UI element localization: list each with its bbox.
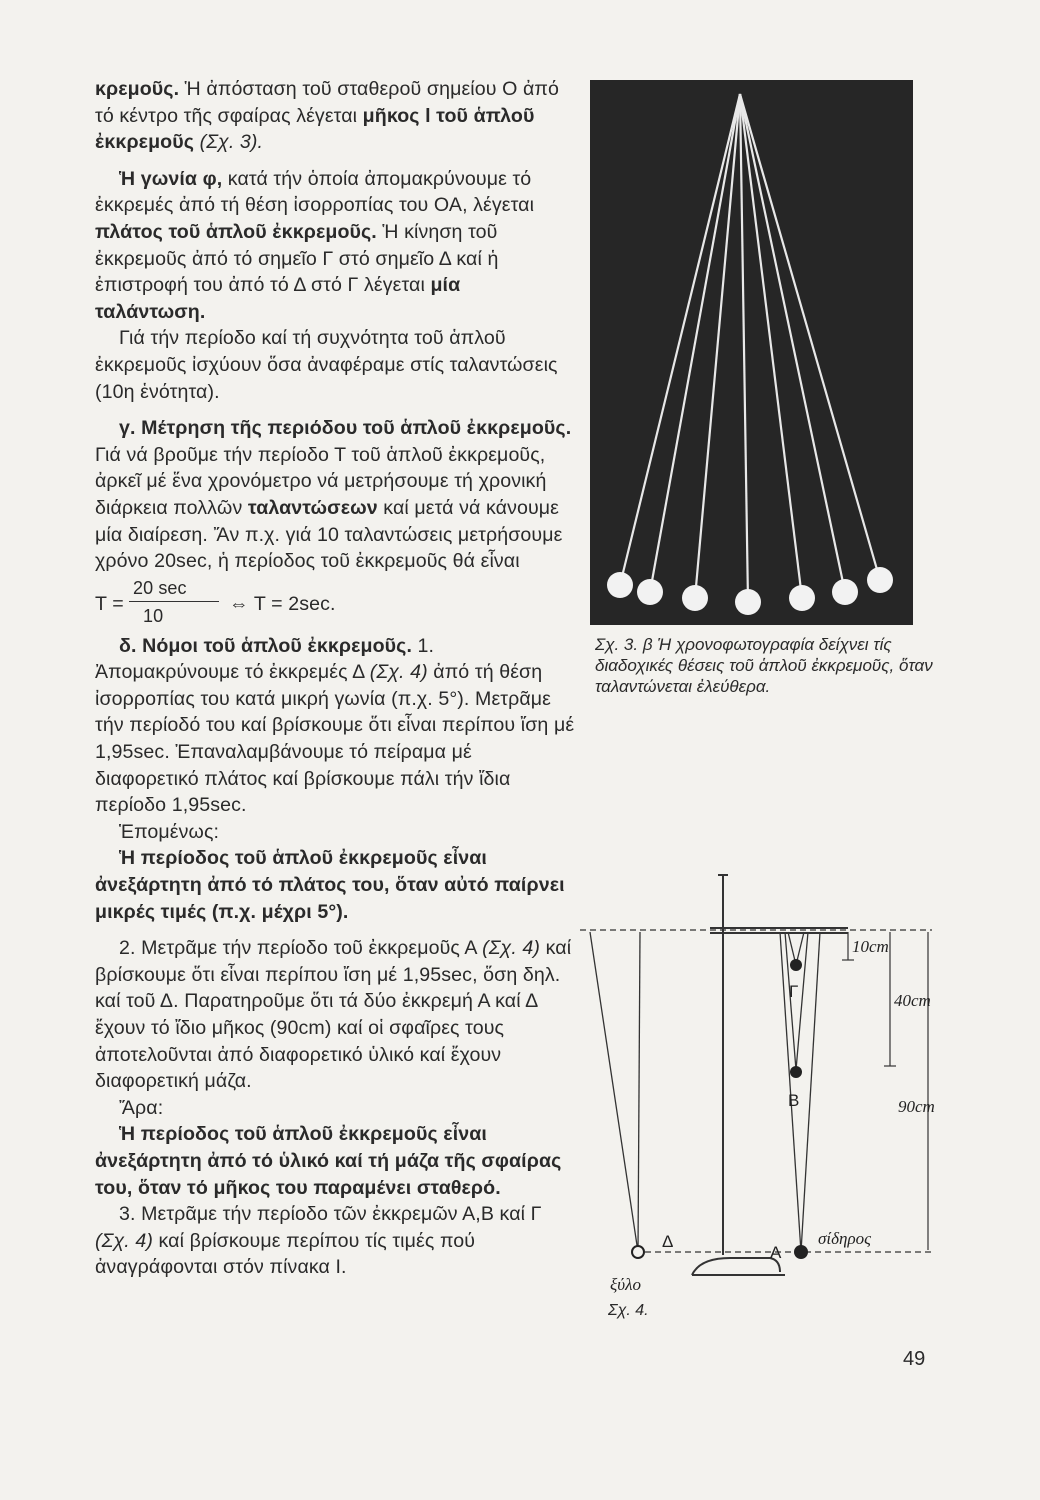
paragraph-5: δ. Νόμοι τοῦ ἁπλοῦ ἐκκρεμοῦς. 1. Ἀπομακρύνουμε τό ἐκκρεμές Δ (Σχ. 4) ἀπό τή θέση ἰσορροπίας του κατά μικρή γωνία (π.χ. 5°). Μετρᾶμε τήν περίοδό του καί βρίσκουμε ὅτι εἶναι περίπου ἴση μέ 1,95sec. Ἐπαναλαμβάνουμε τό πείραμα μέ διαφορετικό πλάτος καί βρίσκουμε πάλι τήν ἴδια περίοδο 1,95sec. xyxy=(95,634,575,817)
law-1: Ἡ περίοδος τοῦ ἁπλοῦ ἐκκρεμοῦς εἶναι ἀνεξάρτητη ἀπό τό πλάτος του, ὅταν αὐτό παίρνει μικρές τιμές (π.χ. μέχρι 5°). xyxy=(95,847,565,923)
stand-base xyxy=(692,1258,780,1275)
svg-text:10cm: 10cm xyxy=(852,937,889,956)
svg-text:Β: Β xyxy=(788,1091,800,1110)
bob-a-iron xyxy=(794,1245,808,1259)
svg-text:ξύλο: ξύλο xyxy=(610,1275,641,1294)
pendulum-stand-diagram xyxy=(580,860,940,1300)
fraction-line xyxy=(129,601,219,602)
svg-text:90cm: 90cm xyxy=(898,1097,935,1116)
page-number: 49 xyxy=(903,1348,926,1370)
pendulum-photo-graphic xyxy=(590,80,913,625)
pendulum-chronophotograph xyxy=(590,80,913,625)
law-2: Ἡ περίοδος τοῦ ἁπλοῦ ἐκκρεμοῦς εἶναι ἀνεξάρτητη ἀπό τό ὑλικό καί τή μάζα τῆς σφαίρας του, ὅταν τό μῆκος του παραμένει σταθερό. xyxy=(95,1123,562,1199)
paragraph-1: κρεμοῦς. Ἡ ἀπόσταση τοῦ σταθεροῦ σημείου Ο ἀπό τό κέντρο τῆς σφαίρας λέγεται μῆκος l τοῦ ἁπλοῦ ἐκκρεμοῦς (Σχ. 3). xyxy=(95,78,560,154)
paragraph-4: γ. Μέτρηση τῆς περιόδου τοῦ ἁπλοῦ ἐκκρεμοῦς. Γιά νά βροῦμε τήν περίοδο Τ τοῦ ἁπλοῦ ἐκκρεμοῦς, ἀρκεῖ μέ ἕνα χρονόμετρο νά μετρήσουμε τή χρονική διάρκεια πολλῶν ταλαντώσεων καί μετά νά κάνουμε μία διαίρεση. Ἄν π.χ. γιά 10 ταλαντώσεις μετρήσουμε χρόνο 20sec, ἡ περίοδος τοῦ ἐκκρεμοῦς θά εἶναι xyxy=(95,417,572,573)
main-text-column xyxy=(95,76,575,1281)
period-formula: T = 20 sec 10 ⇔ T = 2sec. xyxy=(95,577,336,626)
paragraph-6: 2. Μετρᾶμε τήν περίοδο τοῦ ἐκκρεμοῦς Α (Σχ. 4) καί βρίσκουμε ὅτι εἶναι περίπου ἴση μέ 1,95sec, ὅση δηλ. καί τοῦ Δ. Παρατηροῦμε ὅτι τά δύο ἐκκρεμή Α καί Δ ἔχουν τό ἴδιο μῆκος (90cm) καί οἱ σφαῖρες τους ἀποτελοῦνται ἀπό διαφορετικό ὑλικό καί ἔχουν διαφορετική μάζα. xyxy=(95,937,572,1093)
paragraph-2: Ἡ γωνία φ, κατά τήν ὁποία ἀπομακρύνουμε τό ἐκκρεμές ἀπό τή θέση ἰσορροπίας του ΟΑ, λέγεται πλάτος τοῦ ἁπλοῦ ἐκκρεμοῦς. Ἡ κίνηση τοῦ ἐκκρεμοῦς ἀπό τό σημεῖο Γ στό σημεῖο Δ καί ἡ ἐπιστροφή του ἀπό τό Δ στό Γ λέγεται μία ταλάντωση. xyxy=(95,167,535,323)
paragraph-7: 3. Μετρᾶμε τήν περίοδο τῶν ἐκκρεμῶν Α,Β καί Γ (Σχ. 4) καί βρίσκουμε περίπου τίς τιμές πού ἀναγράφονται στόν πίνακα Ι. xyxy=(95,1203,542,1279)
paragraph-5-conclusion: Ἑπομένως: xyxy=(119,820,220,843)
figure-3-caption: Σχ. 3. β Ἡ χρονοφωτογραφία δείχνει τίς διαδοχικές θέσεις τοῦ ἁπλοῦ ἐκκρεμοῦς, ὅταν ταλαντώνεται ἐλεύθερα. xyxy=(595,635,933,696)
svg-text:Γ: Γ xyxy=(789,982,799,1001)
svg-text:Δ: Δ xyxy=(662,1232,674,1251)
bob-g xyxy=(790,959,802,971)
figure-4-label: Σχ. 4. xyxy=(608,1302,649,1319)
svg-text:σίδηρος: σίδηρος xyxy=(818,1229,872,1248)
svg-text:Α: Α xyxy=(770,1243,782,1262)
bob-d-wood xyxy=(632,1246,644,1258)
bob-b xyxy=(790,1066,802,1078)
paragraph-3: Γιά τήν περίοδο καί τή συχνότητα τοῦ ἁπλοῦ ἐκκρεμοῦς ἰσχύουν ὅσα ἀναφέραμε στίς ταλαντώσεις (10η ἑνότητα). xyxy=(95,327,558,403)
svg-text:40cm: 40cm xyxy=(894,991,931,1010)
paragraph-6-conclusion: Ἄρα: xyxy=(119,1096,164,1119)
